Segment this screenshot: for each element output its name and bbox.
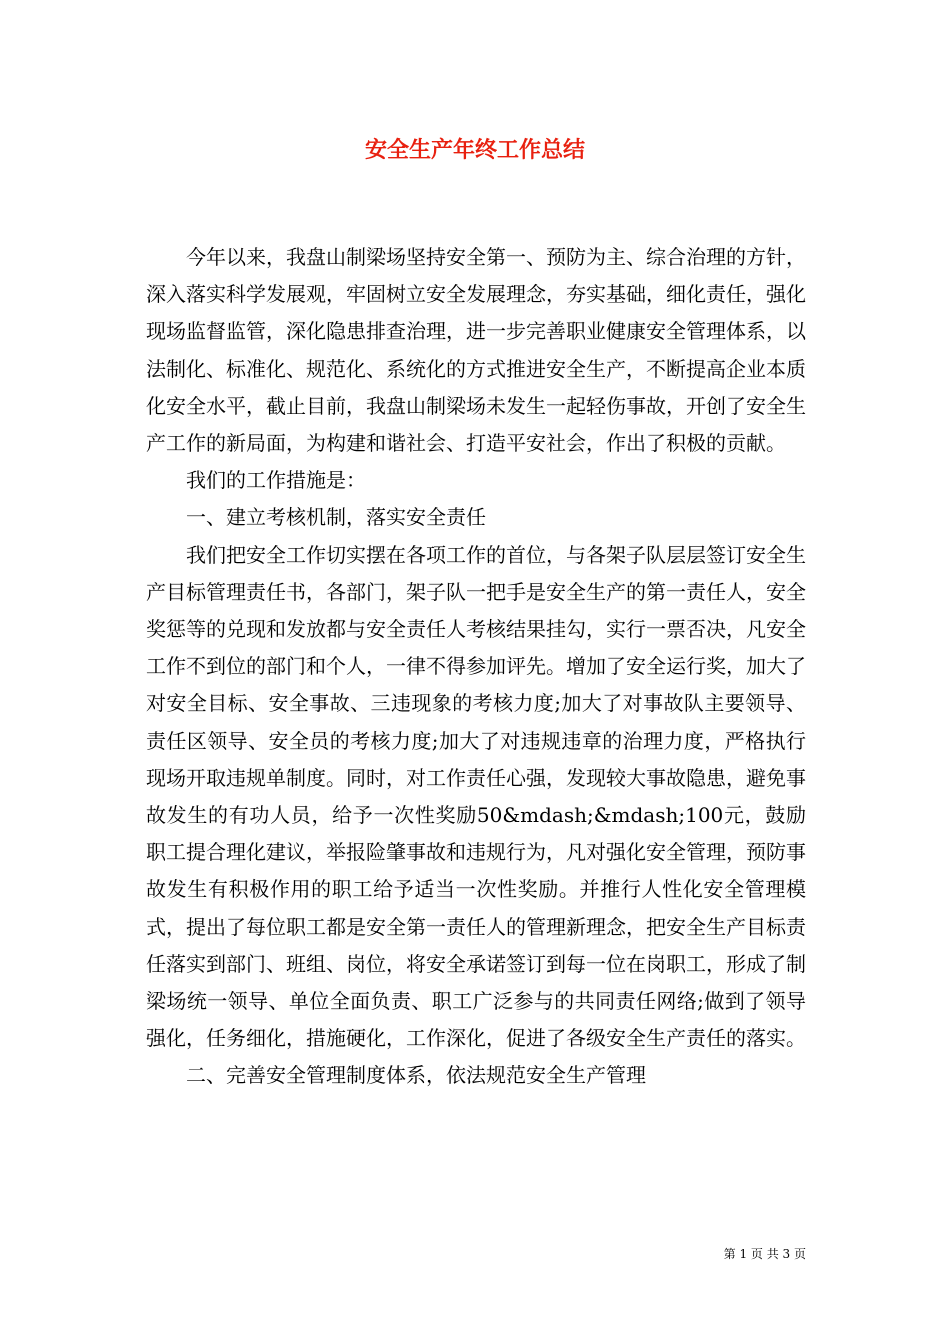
paragraph-measures-heading: 我们的工作措施是：	[186, 468, 366, 493]
document-title: 安全生产年终工作总结	[364, 137, 585, 163]
paragraph-intro: 今年以来，我盘山制梁场坚持安全第一、预防为主、综合治理的方针，深入落实科学发展观，牢固树立安全发展理念，夯实基础，细化责任，强化现场监督监管，深化隐患排查治理，进一步完善职业健康安全管理体系，以法制化、标准化、规范化、系统化的方式推进安全生产，不断提高企业本质化安全水平，截止目前，我盘山制梁场未发生一起轻伤事故，开创了安全生产工作的新局面，为构建和谐社会、打造平安社会，作出了积极的贡献。	[146, 245, 806, 456]
document-body	[146, 239, 806, 1095]
section-heading-1: 一、建立考核机制，落实安全责任	[186, 505, 486, 530]
section-heading-2: 二、完善安全管理制度体系，依法规范安全生产管理	[186, 1063, 646, 1088]
paragraph-section-1: 我们把安全工作切实摆在各项工作的首位，与各架子队层层签订安全生产目标管理责任书，各部门，架子队一把手是安全生产的第一责任人，安全奖惩等的兑现和发放都与安全责任人考核结果挂勾，实行一票否决，凡安全工作不到位的部门和个人，一律不得参加评先。增加了安全运行奖，加大了对安全目标、安全事故、三违现象的考核力度;加大了对事故队主要领导、责任区领导、安全员的考核力度;加大了对违规违章的治理力度，严格执行现场开取违规单制度。同时，对工作责任心强，发现较大事故隐患，避免事故发生的有功人员，给予一次性奖励50&mdash;&mdash;100元，鼓励职工提合理化建议，举报险肇事故和违规行为，凡对强化安全管理，预防事故发生有积极作用的职工给予适当一次性奖励。并推行人性化安全管理模式，提出了每位职工都是安全第一责任人的管理新理念，把安全生产目标责任落实到部门、班组、岗位，将安全承诺签订到每一位在岗职工，形成了制梁场统一领导、单位全面负责、职工广泛参与的共同责任网络;做到了领导强化，任务细化，措施硬化，工作深化，促进了各级安全生产责任的落实。	[146, 542, 806, 1051]
page-number-footer: 第 1 页 共 3 页	[723, 1247, 806, 1261]
